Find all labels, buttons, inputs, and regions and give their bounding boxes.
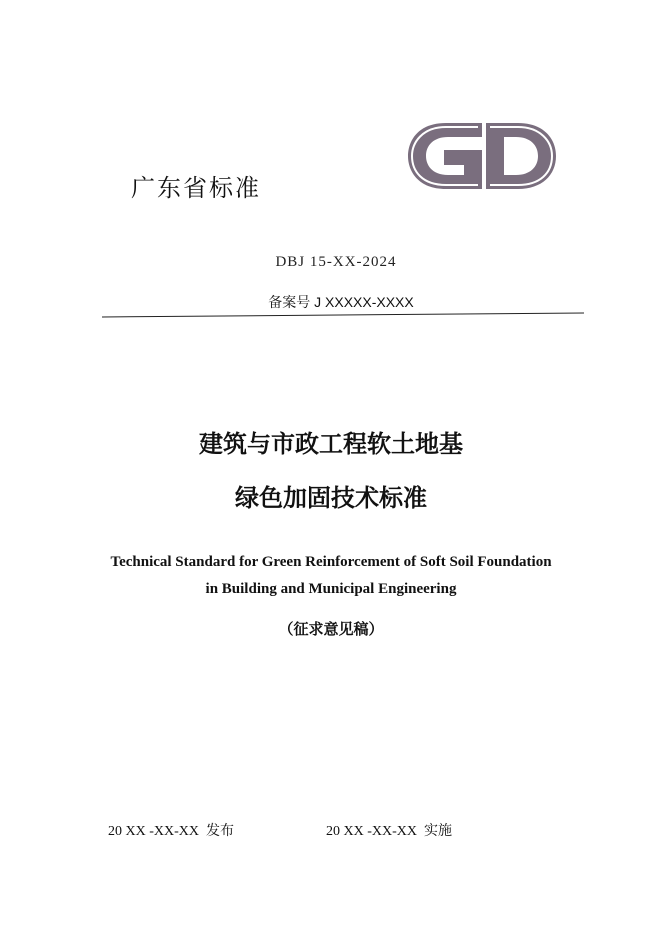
publish-date-line — [108, 820, 234, 840]
province-standard-label: 广东省标准 — [131, 174, 261, 202]
english-title-line-2: in Building and Municipal Engineering — [205, 581, 457, 597]
standard-number — [0, 254, 662, 271]
logo-letter-d — [486, 123, 556, 189]
implement-label: 实施 — [424, 823, 452, 839]
chinese-title-line-1: 建筑与市政工程软土地基 — [199, 430, 463, 458]
implement-date-line — [326, 820, 452, 840]
publish-label: 发布 — [206, 823, 234, 839]
record-number-text: 备案号 J XXXXX-XXXX — [268, 294, 414, 310]
header-divider — [102, 311, 584, 319]
gd-logo — [404, 117, 560, 195]
draft-label: （征求意见稿） — [278, 620, 384, 638]
standard-number-text: DBJ 15-XX-2024 — [275, 254, 397, 270]
publish-date: 20 XX -XX-XX — [108, 824, 199, 839]
logo-letter-g — [408, 123, 482, 189]
chinese-title-line-2: 绿色加固技术标准 — [235, 484, 427, 512]
english-title-line-1: Technical Standard for Green Reinforcement of Soft Soil Foundation — [110, 554, 552, 570]
record-number — [0, 292, 662, 312]
implement-date: 20 XX -XX-XX — [326, 824, 417, 839]
